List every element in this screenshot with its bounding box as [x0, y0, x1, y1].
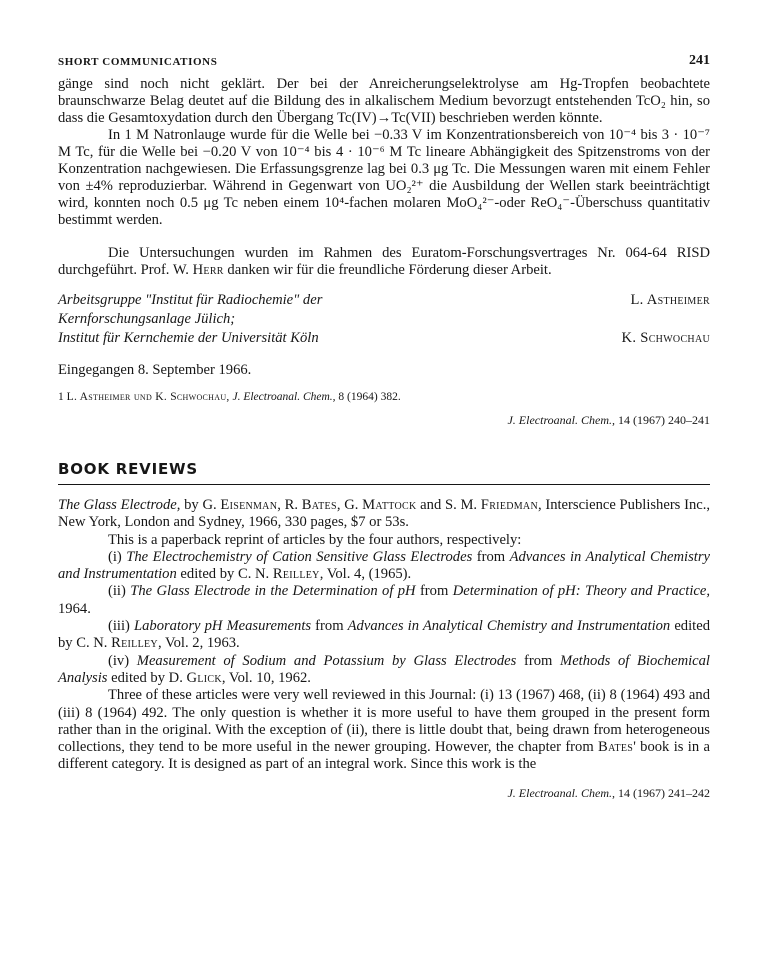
- section-label: SHORT COMMUNICATIONS: [58, 56, 218, 68]
- person-name: Herr: [192, 262, 224, 278]
- review-assessment: Three of these articles were very well reviewed in this Journal: (i) 13 (1967) 468, (ii) 8 (1964) 493 and (iii) 8 (1964) 492. The only question is whether it is more useful to have them grouped in the present form rather than in the original. With the exception of (ii), there is little doubt that, being drawn from heterogeneous collections, they tend to be more useful in the newer grouping. However, the chapter from Bates' book is in a different category. It is designed as part of an integral work. Since this work is the: [58, 687, 710, 773]
- journal-citation: J. Electroanal. Chem., 14 (1967) 240–241: [507, 413, 710, 427]
- article-item: (iv) Measurement of Sodium and Potassium by Glass Electrodes from Methods of Biochemical Analysis edited by D. Glick, Vol. 10, 1962.: [58, 652, 710, 686]
- article-item: (iii) Laboratory pH Measurements from Advances in Analytical Chemistry and Instrumentation edited by C. N. Reilley, Vol. 2, 1963.: [58, 618, 710, 652]
- footnote: 1 L. Astheimer und K. Schwochau, J. Electroanal. Chem., 8 (1964) 382.: [58, 391, 401, 403]
- authors: [622, 291, 710, 348]
- journal-citation: J. Electroanal. Chem., 14 (1967) 241–242: [507, 785, 710, 800]
- affiliation-block: [58, 291, 710, 348]
- review-intro: This is a paperback reprint of articles by the four authors, respectively:: [108, 531, 522, 548]
- institutions: Arbeitsgruppe "Institut für Radiochemie" der Kernforschungsanlage Jülich; Institut für Kernchemie der Universität Köln: [58, 292, 323, 346]
- author-name: K. Schwochau: [621, 330, 710, 346]
- paragraph-acknowledgement: Die Untersuchungen wurden im Rahmen des Euratom-Forschungsvertrages Nr. 064-64 RISD durchgeführt. Prof. W. Herr danken wir für die freundliche Förderung dieser Arbeit.: [58, 245, 710, 278]
- author-name: L. Astheimer: [630, 292, 710, 308]
- journal-page: [58, 50, 710, 801]
- received-date: Eingegangen 8. September 1966.: [58, 362, 252, 378]
- running-head: [58, 50, 710, 76]
- book-reference: The Glass Electrode, by G. Eisenman, R. Bates, G. Mattock and S. M. Friedman, Interscience Publishers Inc., New York, London and Sydney, 1966, 330 pages, $7 or 53s.: [58, 497, 711, 531]
- short-communication: [58, 76, 710, 428]
- paragraph-results: In 1 M Natronlauge wurde für die Welle bei −0.33 V im Konzentrationsbereich von 10⁻⁴ bis 3 · 10⁻⁷ M Tc, für die Welle bei −0.20 V von 10⁻⁴ bis 4 · 10⁻⁶ M Tc lineare Abhängigkeit des Spitzenstroms von der Konzentration nachgewiesen. Die Erfassungsgrenze lag bei 0.3 μg Tc. Die Messungen waren mit einem Fehler von ±4% reproduzierbar. Während in Gegenwart von UO₂²⁺ die Ausbildung der Wellen stark beeinträchtigt wird, konnten noch 0.5 μg Tc neben einem 10⁴-fachen molaren MoO₄²⁻-oder ReO₄⁻-Überschuss quantitativ bestimmt werden.: [58, 127, 710, 228]
- paragraph-continuation: gänge sind noch nicht geklärt. Der bei der Anreicherungselektrolyse am Hg-Tropfen beobachtete braunschwarze Belag deutet auf die Bildung des in alkalischem Medium bevorzugt entstehenden TcO₂ hin, so dass die Gesamtoxydation durch den Übergang Tc(IV)→Tc(VII) beschrieben werden könnte.: [58, 76, 710, 126]
- section-rule: [58, 484, 710, 485]
- section-heading: BOOK REVIEWS: [58, 460, 198, 478]
- article-item: (i) The Electrochemistry of Cation Sensitive Glass Electrodes from Advances in Analytical Chemistry and Instrumentation edited by C. N. Reilley, Vol. 4, (1965).: [58, 548, 710, 583]
- page-number: 241: [689, 53, 710, 68]
- book-review: [58, 497, 710, 801]
- article-item: (ii) The Glass Electrode in the Determination of pH from Determination of pH: Theory and Practice, 1964.: [58, 583, 710, 617]
